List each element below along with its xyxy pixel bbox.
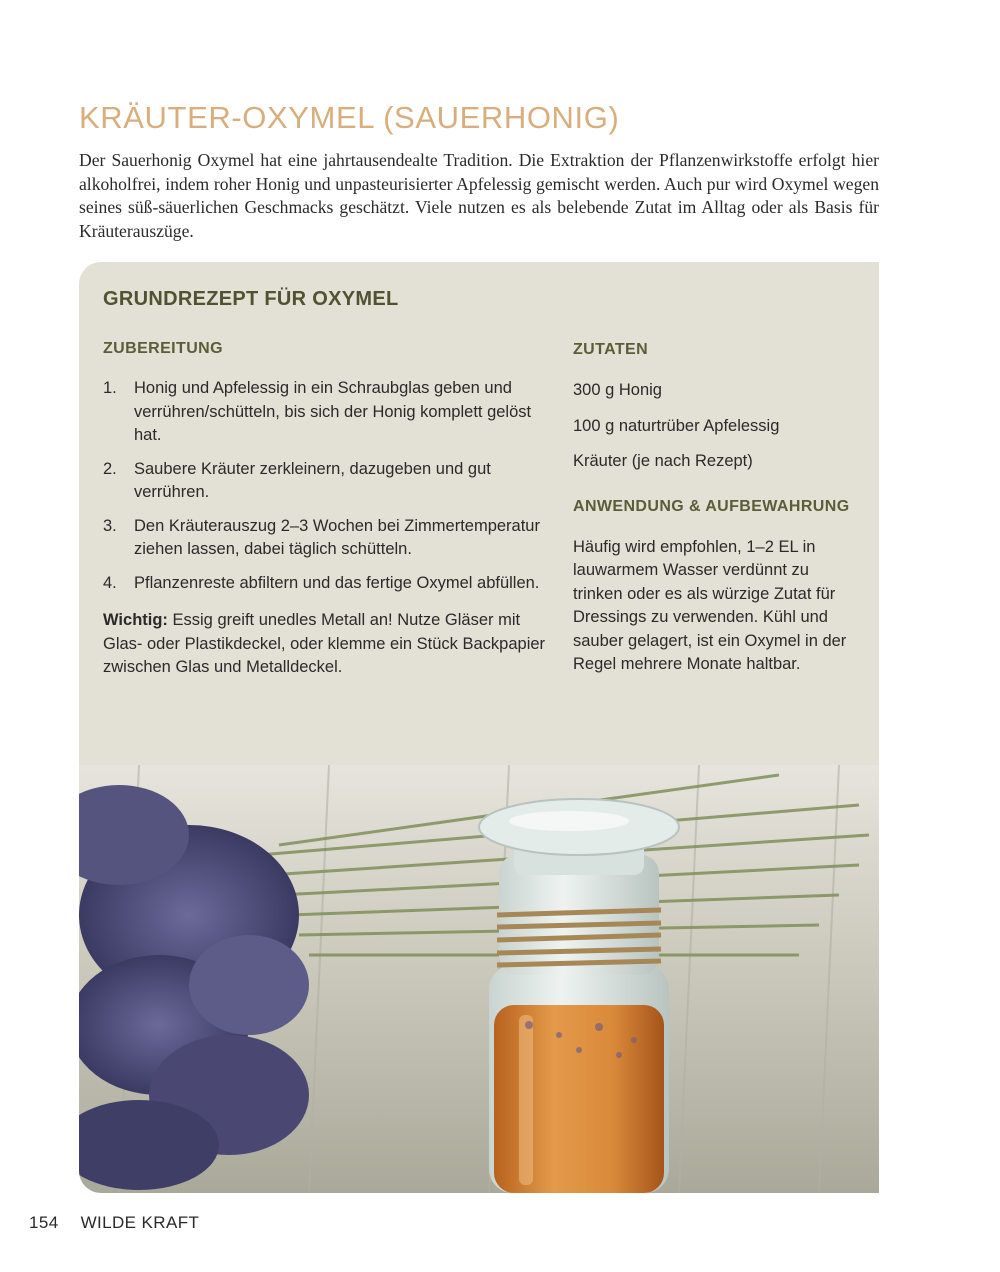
step-text: Saubere Kräuter zerkleinern, dazugeben und gut verrühren.: [134, 459, 491, 501]
usage-text: Häufig wird empfohlen, 1–2 EL in lauwarmem Wasser verdünnt zu trinken oder es als würzige Zutat für Dressings zu verwenden. Kühl und sauber gelagert, ist ein Oxymel in der Regel mehrere Monate haltbar.: [573, 537, 847, 673]
step-text: Honig und Apfelessig in ein Schraubglas geben und verrühren/schütteln, bis sich der Honig komplett gelöst hat.: [134, 379, 532, 444]
preparation-column: [103, 337, 553, 680]
step-item: [103, 377, 553, 448]
step-number: 2.: [103, 459, 117, 478]
step-item: [103, 515, 553, 562]
intro-paragraph: Der Sauerhonig Oxymel hat eine jahrtausendealte Tradition. Die Extraktion der Pflanzenwirkstoffe erfolgt hier alkoholfrei, indem roher Honig und unpasteurisierter Apfelessig gemischt werden. Auch pur wird Oxymel wegen seines süß-säuerlichen Geschmacks geschätzt. Viele nutzen es als belebende Zutat im Alltag oder als Basis für Kräuterauszüge.: [79, 150, 879, 241]
oxymel-jar-photo: [79, 765, 879, 1193]
recipe-box: [79, 262, 879, 765]
step-number: 3.: [103, 516, 117, 535]
photo-illustration: [79, 765, 879, 1193]
ingredient-item: Kräuter (je nach Rezept): [573, 452, 753, 470]
step-item: [103, 572, 553, 596]
ingredients-heading: ZUTATEN: [573, 341, 649, 358]
important-note: [103, 609, 553, 680]
usage-heading: ANWENDUNG & AUFBEWAHRUNG: [573, 497, 850, 515]
step-text: Den Kräuterauszug 2–3 Wochen bei Zimmertemperatur ziehen lassen, dabei täglich schütteln.: [134, 516, 540, 558]
step-item: [103, 458, 553, 505]
ingredients-column: [573, 338, 863, 677]
preparation-heading: ZUBEREITUNG: [103, 340, 223, 357]
page-title: KRÄUTER-OXYMEL (SAUERHONIG): [79, 100, 620, 135]
step-number: 4.: [103, 573, 117, 592]
step-text: Pflanzenreste abfiltern und das fertige Oxymel abfüllen.: [134, 573, 540, 592]
footer-section: WILDE KRAFT: [80, 1213, 200, 1232]
ingredient-item: 300 g Honig: [573, 381, 662, 399]
note-text: Essig greift unedles Metall an! Nutze Gläser mit Glas- oder Plastikdeckel, oder klemme ein Stück Backpapier zwischen Glas und Metalldeckel.: [103, 611, 546, 676]
ingredients-list: [573, 379, 863, 474]
steps-list: [103, 377, 553, 595]
recipe-title: GRUNDREZEPT FÜR OXYMEL: [103, 288, 399, 310]
note-label: Wichtig:: [103, 611, 168, 629]
step-number: 1.: [103, 379, 117, 397]
page-number: 154: [29, 1213, 59, 1232]
page-footer: [29, 1213, 199, 1233]
ingredient-item: 100 g naturtrüber Apfelessig: [573, 416, 780, 435]
oxymel-jar: [479, 799, 679, 1193]
